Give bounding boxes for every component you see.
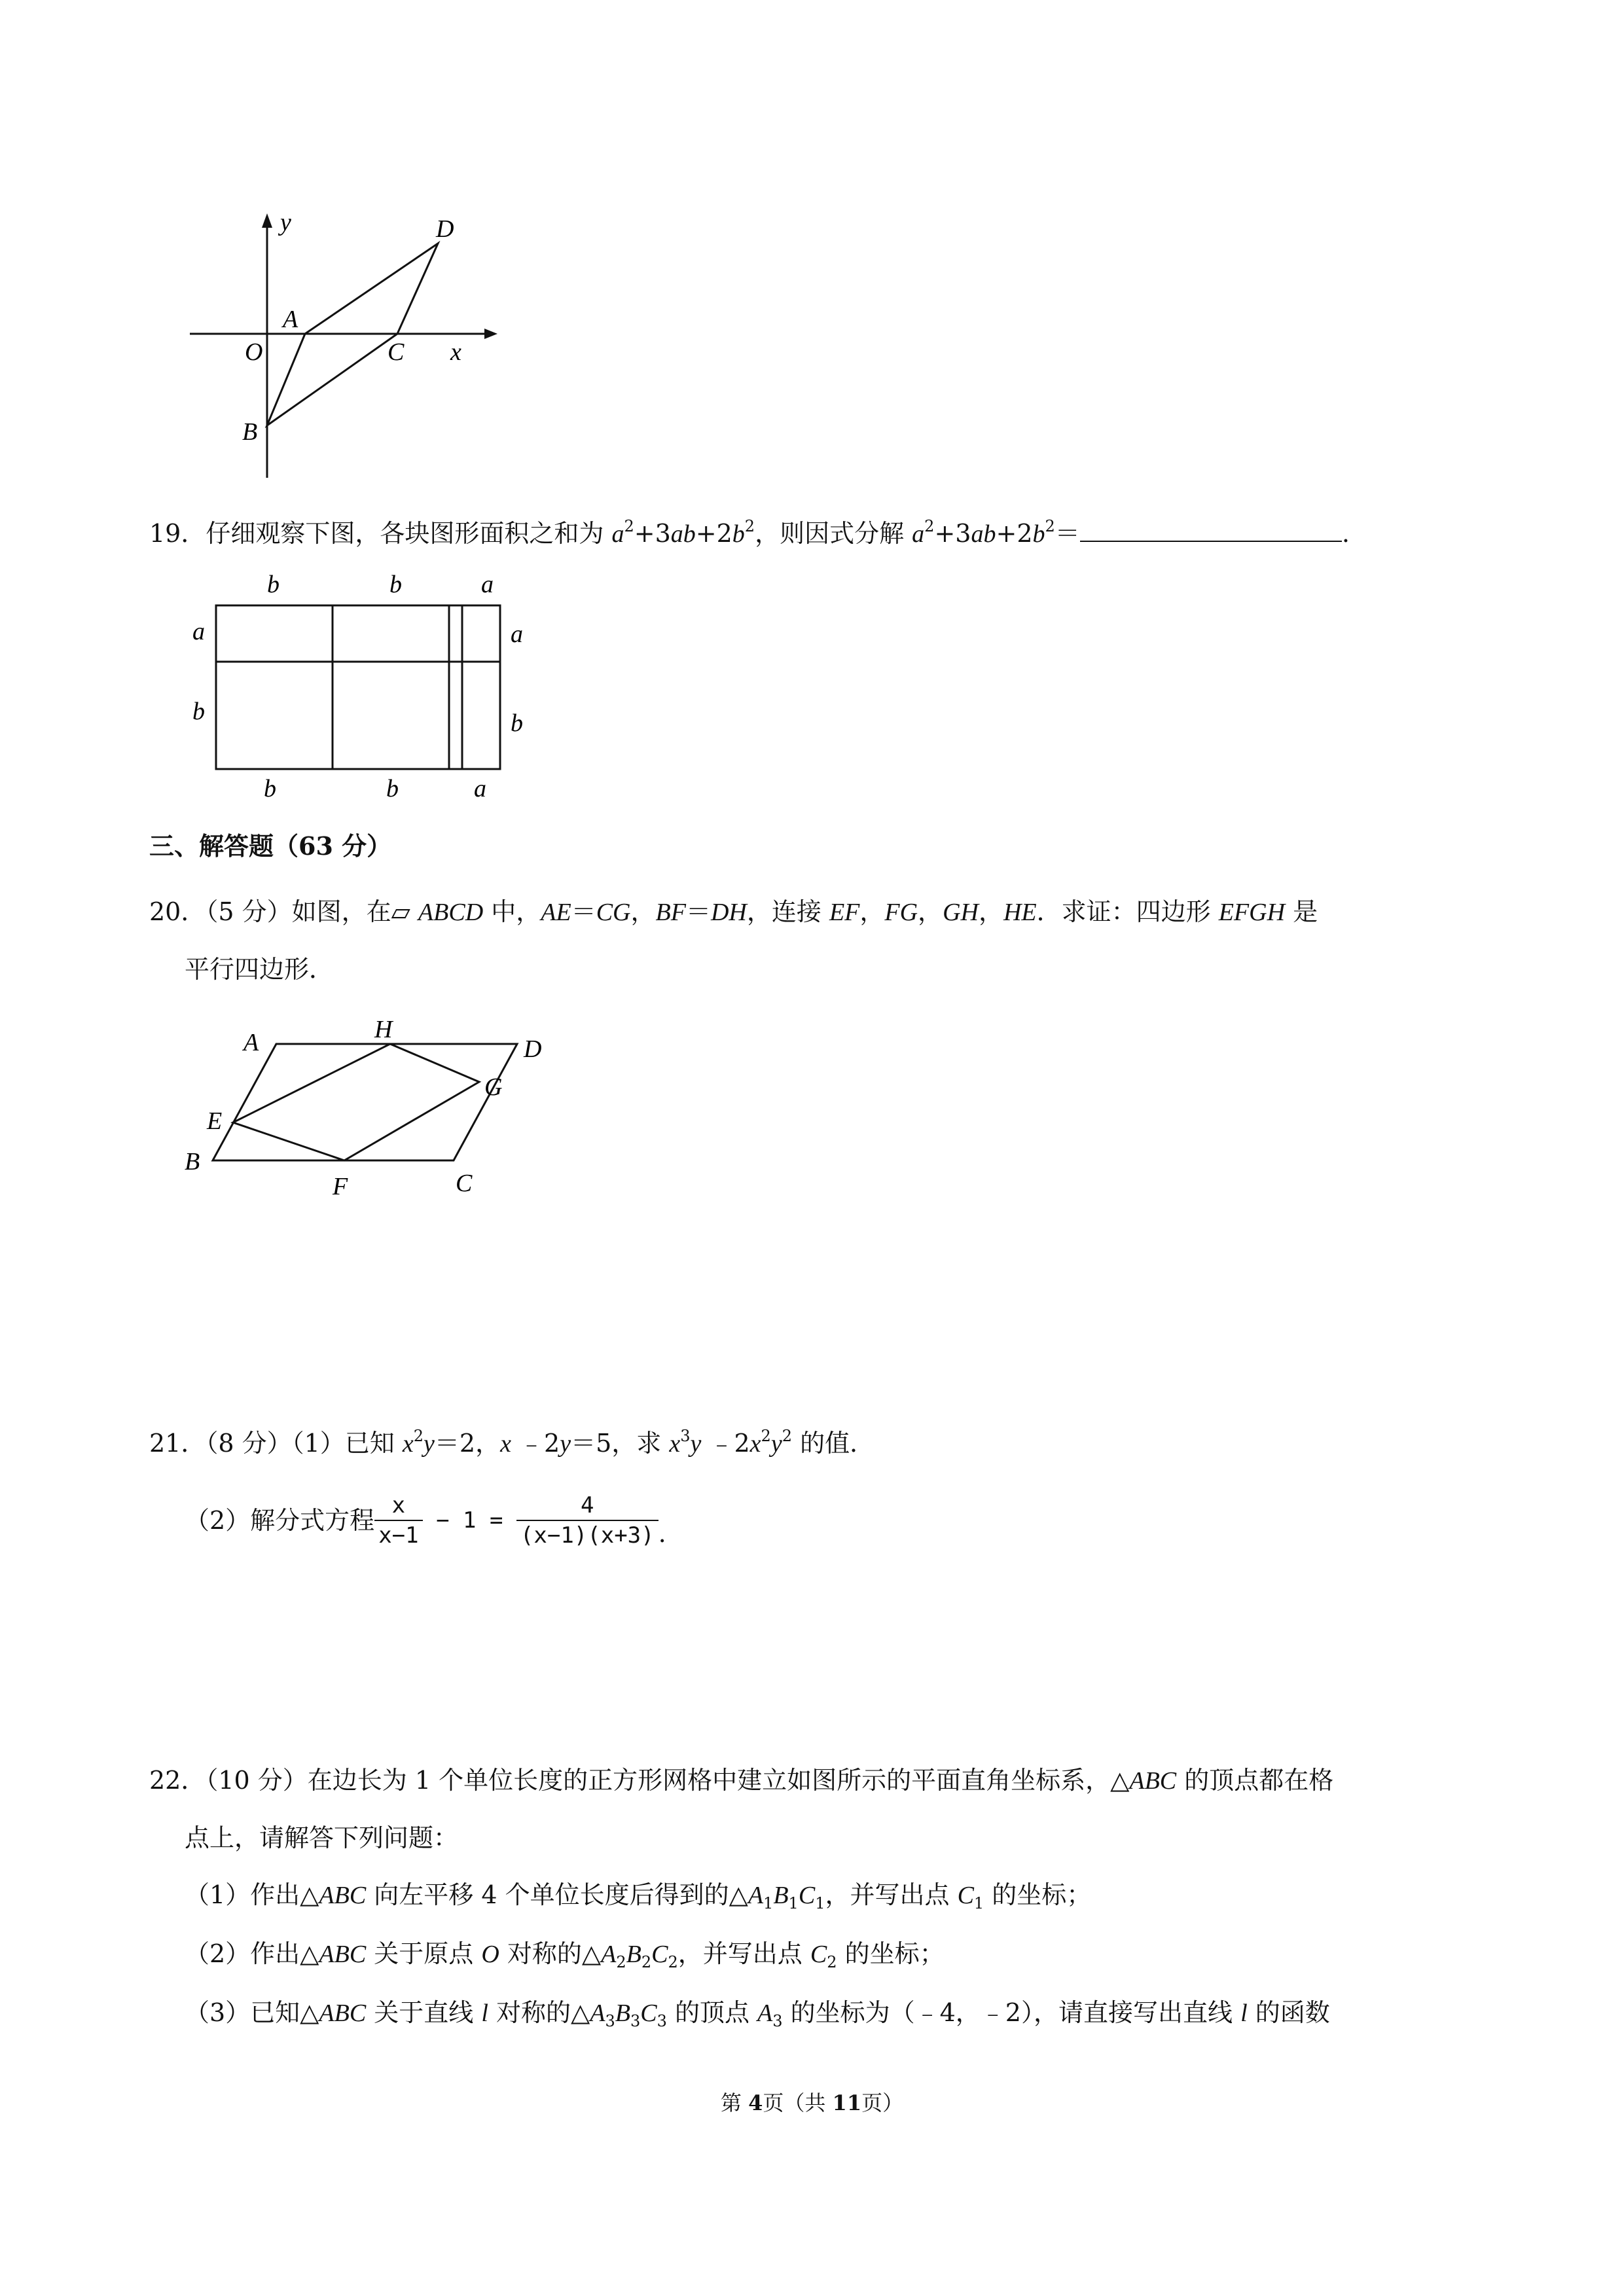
q22-var: ABC [319,2000,367,2027]
coordinate-figure [170,203,511,491]
q20-score: （5 分）如图，在▱ [206,897,418,926]
q22-sub: 2 [641,1953,652,1971]
q21-var: y [560,1430,571,1458]
q20-text: 中， [483,897,541,926]
q22-sub: 3 [657,2012,667,2030]
area-figure [183,566,537,808]
y-axis-arrow-icon [262,213,272,228]
q19-exp: 2 [624,517,634,535]
question-22-sub-3 [185,1996,1330,2030]
q21-var: x [749,1430,761,1458]
q22-sub: 3 [630,2012,641,2030]
label-f: F [333,1173,348,1200]
label-o: O [245,338,263,366]
label-b: B [185,1148,200,1175]
q22-var: C [798,1882,816,1909]
total-pages: 11 [832,2090,862,2115]
q21-part2-label: （2）解分式方程 [185,1506,375,1535]
label-e: E [207,1107,223,1135]
q22-var: ABC [319,1882,367,1909]
q19-number: 19． [149,519,206,548]
question-20-line-1 [149,895,1318,929]
section-3-title: 三、解答题（63 分） [149,831,392,861]
question-22-line-2: 点上，请解答下列问题： [185,1823,459,1852]
q22-var: l [481,2000,488,2027]
parallelogram-abcd [213,1044,517,1160]
page-footer [0,2087,1624,2117]
q22-sub: 1 [815,1894,825,1912]
q20-var: FG [884,899,918,926]
q20-eq: ＝ [685,897,711,926]
question-20-line-2: 平行四边形． [185,955,334,984]
q19-term: +3 [934,519,971,548]
q21-text: 的值． [791,1429,875,1458]
q22-sub: 2 [668,1953,678,1971]
q22-text: 的顶点都在格 [1176,1766,1334,1795]
q21-text: ＝5，求 [571,1429,670,1458]
q19-exp: 2 [924,517,935,535]
top-label-1: b [267,571,280,598]
q21-var: x [669,1430,681,1458]
answer-blank[interactable] [1080,517,1342,542]
q20-comma: ， [630,897,656,926]
bottom-label-2: b [386,775,399,802]
q21-exp: 2 [761,1427,771,1445]
top-label-3: a [481,571,494,598]
question-21-part-1 [149,1427,875,1460]
q22-var: l [1240,2000,1248,2027]
footer-text: 页） [861,2090,904,2115]
q22-var: ABC [319,1941,367,1968]
q22-sub: 2 [616,1953,626,1971]
q21-text: ＝2， [434,1429,501,1458]
bottom-label-3: a [474,775,486,802]
q20-comma: ， [859,897,885,926]
footer-text: 第 [720,2090,749,2115]
q22-var: B [615,2000,630,2027]
outer-rectangle [216,605,500,769]
fraction-1-numerator: x [374,1491,422,1521]
q19-exp: 2 [744,517,755,535]
q22-text: 的坐标； [837,1939,945,1968]
q20-comma: ， [978,897,1003,926]
q22-text: 的顶点 [666,1998,758,2027]
label-a: A [244,1029,259,1056]
q19-term: +2 [996,519,1033,548]
q19-var: b [1032,520,1045,548]
q22-text: 关于直线 [366,1998,482,2027]
right-label-1: a [511,620,523,648]
q20-number: 20． [149,897,206,926]
q21-exp: 2 [782,1427,792,1445]
q19-text1: 仔细观察下图，各块图形面积之和为 [206,519,612,548]
q22-text: （2）作出△ [185,1939,319,1968]
q21-var: y [690,1430,702,1458]
q22-sub: 3 [772,2012,783,2030]
q21-var: x [500,1430,511,1458]
q21-var: x [402,1430,414,1458]
q22-var: A [757,2000,773,2027]
q22-var: C [651,1941,668,1968]
question-21-part-2 [185,1491,666,1550]
q22-sub: 2 [827,1953,837,1971]
q19-end: . [1341,519,1350,548]
q22-sub: 1 [788,1894,799,1912]
q20-var: AE [541,899,571,926]
fraction-2-numerator: 4 [516,1491,659,1521]
q22-var: C [810,1941,827,1968]
q20-var: CG [596,899,631,926]
bottom-label-1: b [264,775,276,802]
q19-exp: 2 [1045,517,1055,535]
fraction-2-denominator: (x−1)(x+3) [520,1522,655,1549]
q19-var: ab [670,520,696,548]
q22-text: （10 分）在边长为 1 个单位长度的正方形网格中建立如图所示的平面直角坐标系，△ [206,1766,1130,1795]
q21-var: y [770,1430,782,1458]
q22-var: ABC [1129,1767,1177,1795]
q22-sub: 1 [763,1894,774,1912]
label-c: C [456,1170,473,1197]
label-d: D [436,215,454,243]
q21-exp: 3 [680,1427,691,1445]
q20-var: EF [829,899,860,926]
q21-text: ﹣2 [701,1429,750,1458]
quadrilateral-efgh [233,1044,479,1160]
q21-end: . [658,1519,666,1548]
q19-term: +3 [634,519,671,548]
fraction-1-denominator: x−1 [378,1522,419,1549]
question-19 [149,517,1350,550]
label-c: C [388,338,405,366]
q22-text: （1）作出△ [185,1880,319,1909]
q20-text: 是 [1285,897,1318,926]
q19-var: a [912,520,925,548]
q22-var: B [773,1882,789,1909]
q22-text: 的函数 [1247,1998,1330,2027]
question-22-line-1 [149,1764,1333,1797]
q19-term: +2 [695,519,732,548]
right-label-2: b [511,709,523,737]
label-y: y [280,209,291,236]
q19-var: ab [971,520,996,548]
q22-var: B [626,1941,641,1968]
label-a: A [283,306,298,333]
page-number: 4 [748,2090,763,2115]
q21-exp: 2 [413,1427,424,1445]
question-22-sub-2 [185,1937,945,1971]
q22-number: 22． [149,1766,206,1795]
q19-var: b [732,520,745,548]
q20-var: GH [943,899,979,926]
q22-text: 的坐标为（﹣4，﹣2），请直接写出直线 [782,1998,1241,2027]
q22-var: A [590,2000,605,2027]
q22-text: 关于原点 [366,1939,482,1968]
q22-text: ，并写出点 [677,1939,810,1968]
q22-var: O [481,1941,499,1968]
left-label-1: a [192,618,205,645]
q21-text: ﹣2 [511,1429,560,1458]
q20-var: EFGH [1218,899,1286,926]
q22-sub: 1 [973,1894,984,1912]
q22-text: 对称的△ [488,1998,590,2027]
q22-text: ，并写出点 [825,1880,958,1909]
q19-var: a [611,520,624,548]
q22-text: 的坐标； [984,1880,1092,1909]
q21-text: （8 分）（1）已知 [206,1429,403,1458]
q22-text: （3）已知△ [185,1998,319,2027]
q22-text: 对称的△ [499,1939,602,1968]
q20-var: HE [1003,899,1037,926]
q20-var: BF [655,899,686,926]
q20-var: ABCD [418,899,484,926]
label-d: D [524,1035,542,1063]
fraction-2 [516,1491,659,1550]
top-label-2: b [389,571,402,598]
q22-var: A [748,1882,764,1909]
question-22-sub-1 [185,1878,1091,1912]
parallelogram-figure [177,1018,569,1214]
fraction-1 [374,1491,422,1550]
q22-var: C [957,1882,974,1909]
left-label-2: b [192,698,205,725]
q22-sub: 3 [605,2012,615,2030]
q20-text: ．求证：四边形 [1036,897,1219,926]
q22-var: C [640,2000,657,2027]
q21-minus-one: − 1 = [422,1507,516,1534]
footer-text: 页（共 [763,2090,833,2115]
q21-number: 21． [149,1429,206,1458]
q22-var: A [601,1941,617,1968]
label-g: G [484,1073,503,1101]
q22-text: 向左平移 4 个单位长度后得到的△ [366,1880,748,1909]
label-b: B [242,418,258,446]
q20-text: ，连接 [746,897,829,926]
q19-text2: ，则因式分解 [755,519,912,548]
q20-comma: ， [918,897,943,926]
q21-var: y [424,1430,435,1458]
x-axis-arrow-icon [484,329,497,339]
label-x: x [450,338,461,366]
q19-eq: ＝ [1055,519,1080,548]
q20-var: DH [710,899,747,926]
label-h: H [374,1018,393,1043]
q20-eq: ＝ [571,897,596,926]
